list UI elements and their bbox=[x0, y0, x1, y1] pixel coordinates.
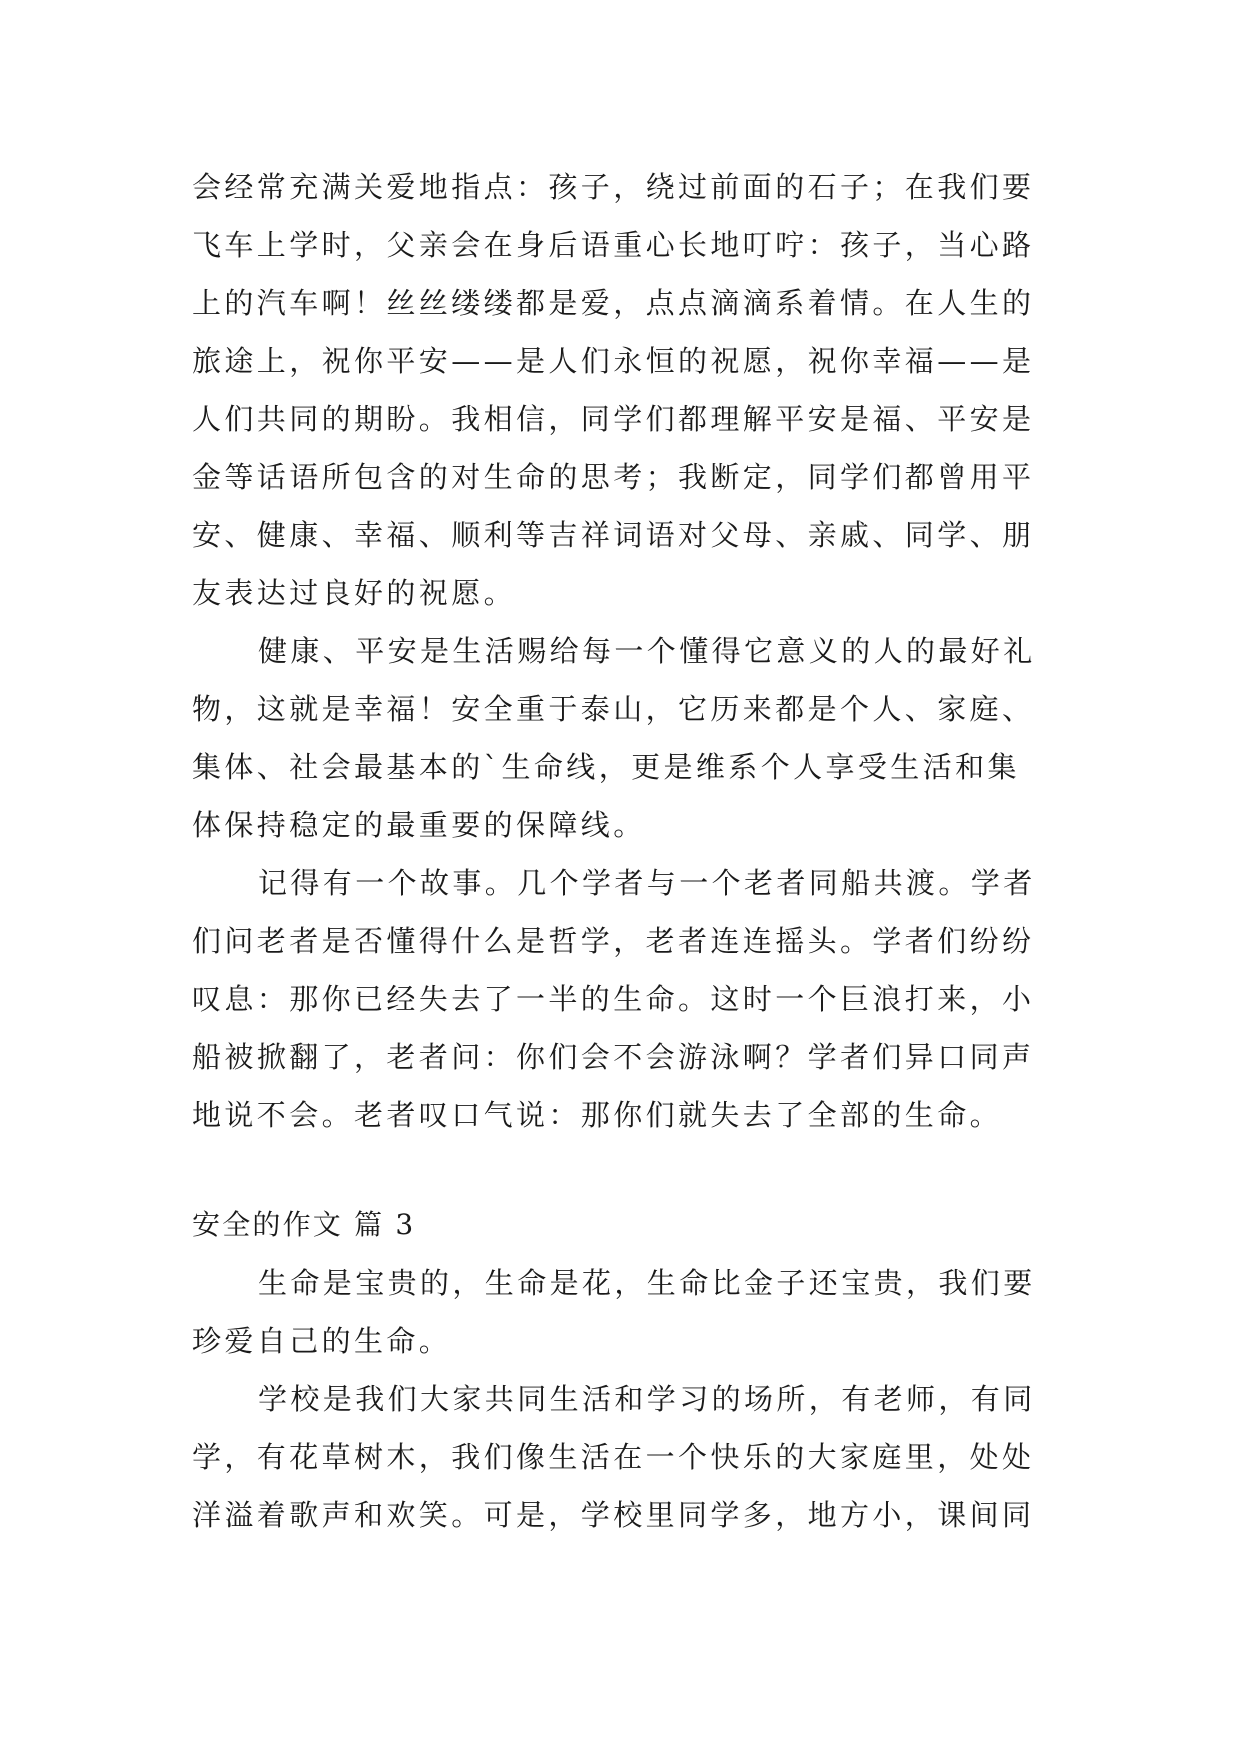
text-line: 健康、平安是生活赐给每一个懂得它意义的人的最好礼 bbox=[258, 634, 1036, 668]
text-line: 会经常充满关爱地指点：孩子，绕过前面的石子；在我们要 bbox=[192, 170, 1035, 204]
text-line: 生命是宝贵的，生命是花，生命比金子还宝贵，我们要 bbox=[258, 1266, 1036, 1300]
text-line: 洋溢着歌声和欢笑。可是，学校里同学多，地方小，课间同 bbox=[192, 1498, 1035, 1532]
text-line: 船被掀翻了，老者问：你们会不会游泳啊？学者们异口同声 bbox=[192, 1040, 1035, 1074]
text-line: 集体、社会最基本的`生命线，更是维系个人享受生活和集 bbox=[192, 750, 1020, 784]
paragraph bbox=[192, 1370, 1072, 1544]
paragraph bbox=[192, 622, 1072, 854]
text-line: 飞车上学时，父亲会在身后语重心长地叮咛：孩子，当心路 bbox=[192, 228, 1035, 262]
text-line: 旅途上，祝你平安——是人们永恒的祝愿，祝你幸福——是 bbox=[192, 344, 1035, 378]
text-line: 人们共同的期盼。我相信，同学们都理解平安是福、平安是 bbox=[192, 402, 1035, 436]
paragraph bbox=[192, 854, 1072, 1144]
text-line: 金等话语所包含的对生命的思考；我断定，同学们都曾用平 bbox=[192, 460, 1035, 494]
text-line: 叹息：那你已经失去了一半的生命。这时一个巨浪打来，小 bbox=[192, 982, 1035, 1016]
text-line: 物，这就是幸福！安全重于泰山，它历来都是个人、家庭、 bbox=[192, 692, 1035, 726]
text-line: 上的汽车啊！丝丝缕缕都是爱，点点滴滴系着情。在人生的 bbox=[192, 286, 1035, 320]
text-line: 记得有一个故事。几个学者与一个老者同船共渡。学者 bbox=[258, 866, 1036, 900]
document-body bbox=[192, 158, 1072, 1544]
text-line: 安、健康、幸福、顺利等吉祥词语对父母、亲戚、同学、朋 bbox=[192, 518, 1035, 552]
paragraph-continued bbox=[192, 158, 1072, 622]
section-gap bbox=[192, 1144, 1072, 1196]
text-line: 友表达过良好的祝愿。 bbox=[192, 576, 517, 610]
paragraph bbox=[192, 1254, 1072, 1370]
text-line: 体保持稳定的最重要的保障线。 bbox=[192, 808, 646, 842]
text-line: 地说不会。老者叹口气说：那你们就失去了全部的生命。 bbox=[192, 1098, 1003, 1132]
text-line: 学校是我们大家共同生活和学习的场所，有老师，有同 bbox=[258, 1382, 1036, 1416]
text-line: 学，有花草树木，我们像生活在一个快乐的大家庭里，处处 bbox=[192, 1440, 1035, 1474]
text-line: 们问老者是否懂得什么是哲学，老者连连摇头。学者们纷纷 bbox=[192, 924, 1035, 958]
text-line: 珍爱自己的生命。 bbox=[192, 1324, 452, 1358]
section-heading: 安全的作文 篇 3 bbox=[192, 1208, 416, 1241]
